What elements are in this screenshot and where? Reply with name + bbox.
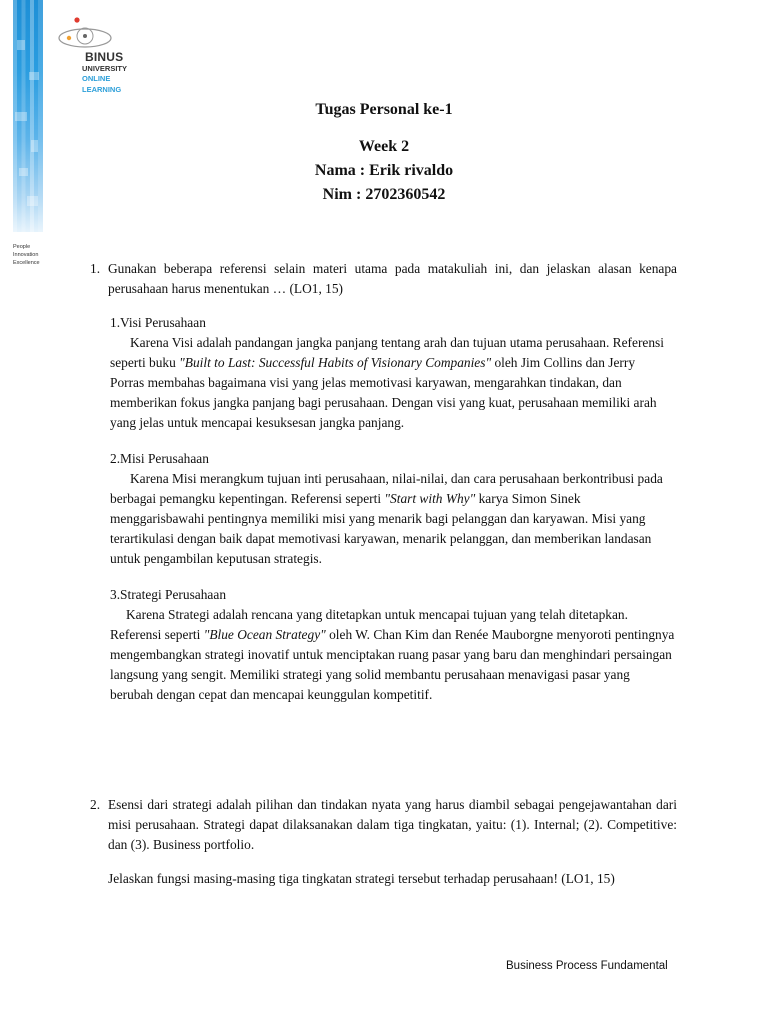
question-instruction: Jelaskan fungsi masing-masing tiga tingkatan strategi tersebut terhadap perusahaan! (LO1, 15) xyxy=(108,871,615,886)
section-heading: 3.Strategi Perusahaan xyxy=(110,587,227,602)
section-heading: 1.Visi Perusahaan xyxy=(110,315,206,330)
paragraph-text: oleh Jim Collins dan Jerry Porras membahas bagaimana visi yang jelas memotivasi karyawan, mengarahkan tindakan, dan memberikan fokus jangka panjang bagi perusahaan. Dengan visi yang kuat, perusahaan memiliki arah yang jelas untuk mencapai kesuksesan jangka panjang. xyxy=(110,355,657,430)
question-text: Gunakan beberapa referensi selain materi utama pada matakuliah ini, dan jelaskan alasan kenapa perusahaan harus menentukan … (LO1, 15) xyxy=(108,261,677,296)
book-reference: "Start with Why" xyxy=(384,491,476,506)
paragraph-text: karya Simon Sinek menggarisbawahi pentingnya memiliki misi yang menarik bagi pelanggan dan karyawan. Misi yang terartikulasi dengan baik dapat memotivasi karyawan, menarik pelanggan, dan memberikan landasan untuk pengambilan keputusan strategis. xyxy=(110,491,652,566)
brand-name: BINUS xyxy=(85,50,124,64)
binus-logo xyxy=(55,14,155,98)
brand-online: ONLINE xyxy=(82,74,111,83)
section-paragraph xyxy=(110,333,672,433)
section-paragraph xyxy=(110,605,676,705)
paragraph-text: Karena Misi merangkum tujuan inti perusahaan, nilai-nilai, dan cara perusahaan berkontribusi pada berbagai pemangku kepentingan. Referensi seperti xyxy=(110,471,663,506)
paragraph-text: Karena Strategi adalah rencana yang ditetapkan untuk mencapai tujuan yang telah ditetapkan. Referensi seperti xyxy=(110,607,628,642)
question-number: 2. xyxy=(90,797,101,812)
orbit-logo-icon xyxy=(55,14,155,54)
paragraph-text: oleh W. Chan Kim dan Renée Mauborgne menyoroti pentingnya mengembangkan strategi inovatif untuk menciptakan ruang pasar yang baru dan menghindari persaingan langsung yang sengit. Memiliki strategi yang solid membantu perusahaan menavigasi pasar yang berubah dengan cepat dan mencapai keunggulan kompetitif. xyxy=(110,627,675,702)
section-paragraph xyxy=(110,469,672,569)
paragraph-text: Karena Visi adalah pandangan jangka panjang tentang arah dan tujuan utama perusahaan. Referensi seperti buku xyxy=(110,335,664,370)
document-title: Tugas Personal ke-1 xyxy=(315,101,453,118)
question-number: 1. xyxy=(90,261,101,276)
brand-tagline xyxy=(13,243,40,267)
tagline-line: People xyxy=(13,244,31,250)
document-week: Week 2 xyxy=(358,138,410,155)
tagline-line: Innovation xyxy=(13,252,39,258)
question-text: Esensi dari strategi adalah pilihan dan tindakan nyata yang harus diambil sebagai pengejawantahan dari misi perusahaan. Strategi dapat dilaksanakan dalam tiga tingkatan, yaitu: (1). Internal; (2). Competitive: dan (3). Business portfolio. xyxy=(108,797,677,852)
student-nim: Nim : 2702360542 xyxy=(322,186,446,203)
section-heading: 2.Misi Perusahaan xyxy=(110,451,209,466)
brand-university: UNIVERSITY xyxy=(82,64,128,73)
student-name: Nama : Erik rivaldo xyxy=(314,162,454,179)
book-reference: "Blue Ocean Strategy" xyxy=(203,627,326,642)
tagline-line: Excellence xyxy=(13,260,40,266)
book-reference: "Built to Last: Successful Habits of Visionary Companies" xyxy=(179,355,492,370)
brand-learning: LEARNING xyxy=(82,85,122,94)
page-footer: Business Process Fundamental xyxy=(506,960,668,972)
